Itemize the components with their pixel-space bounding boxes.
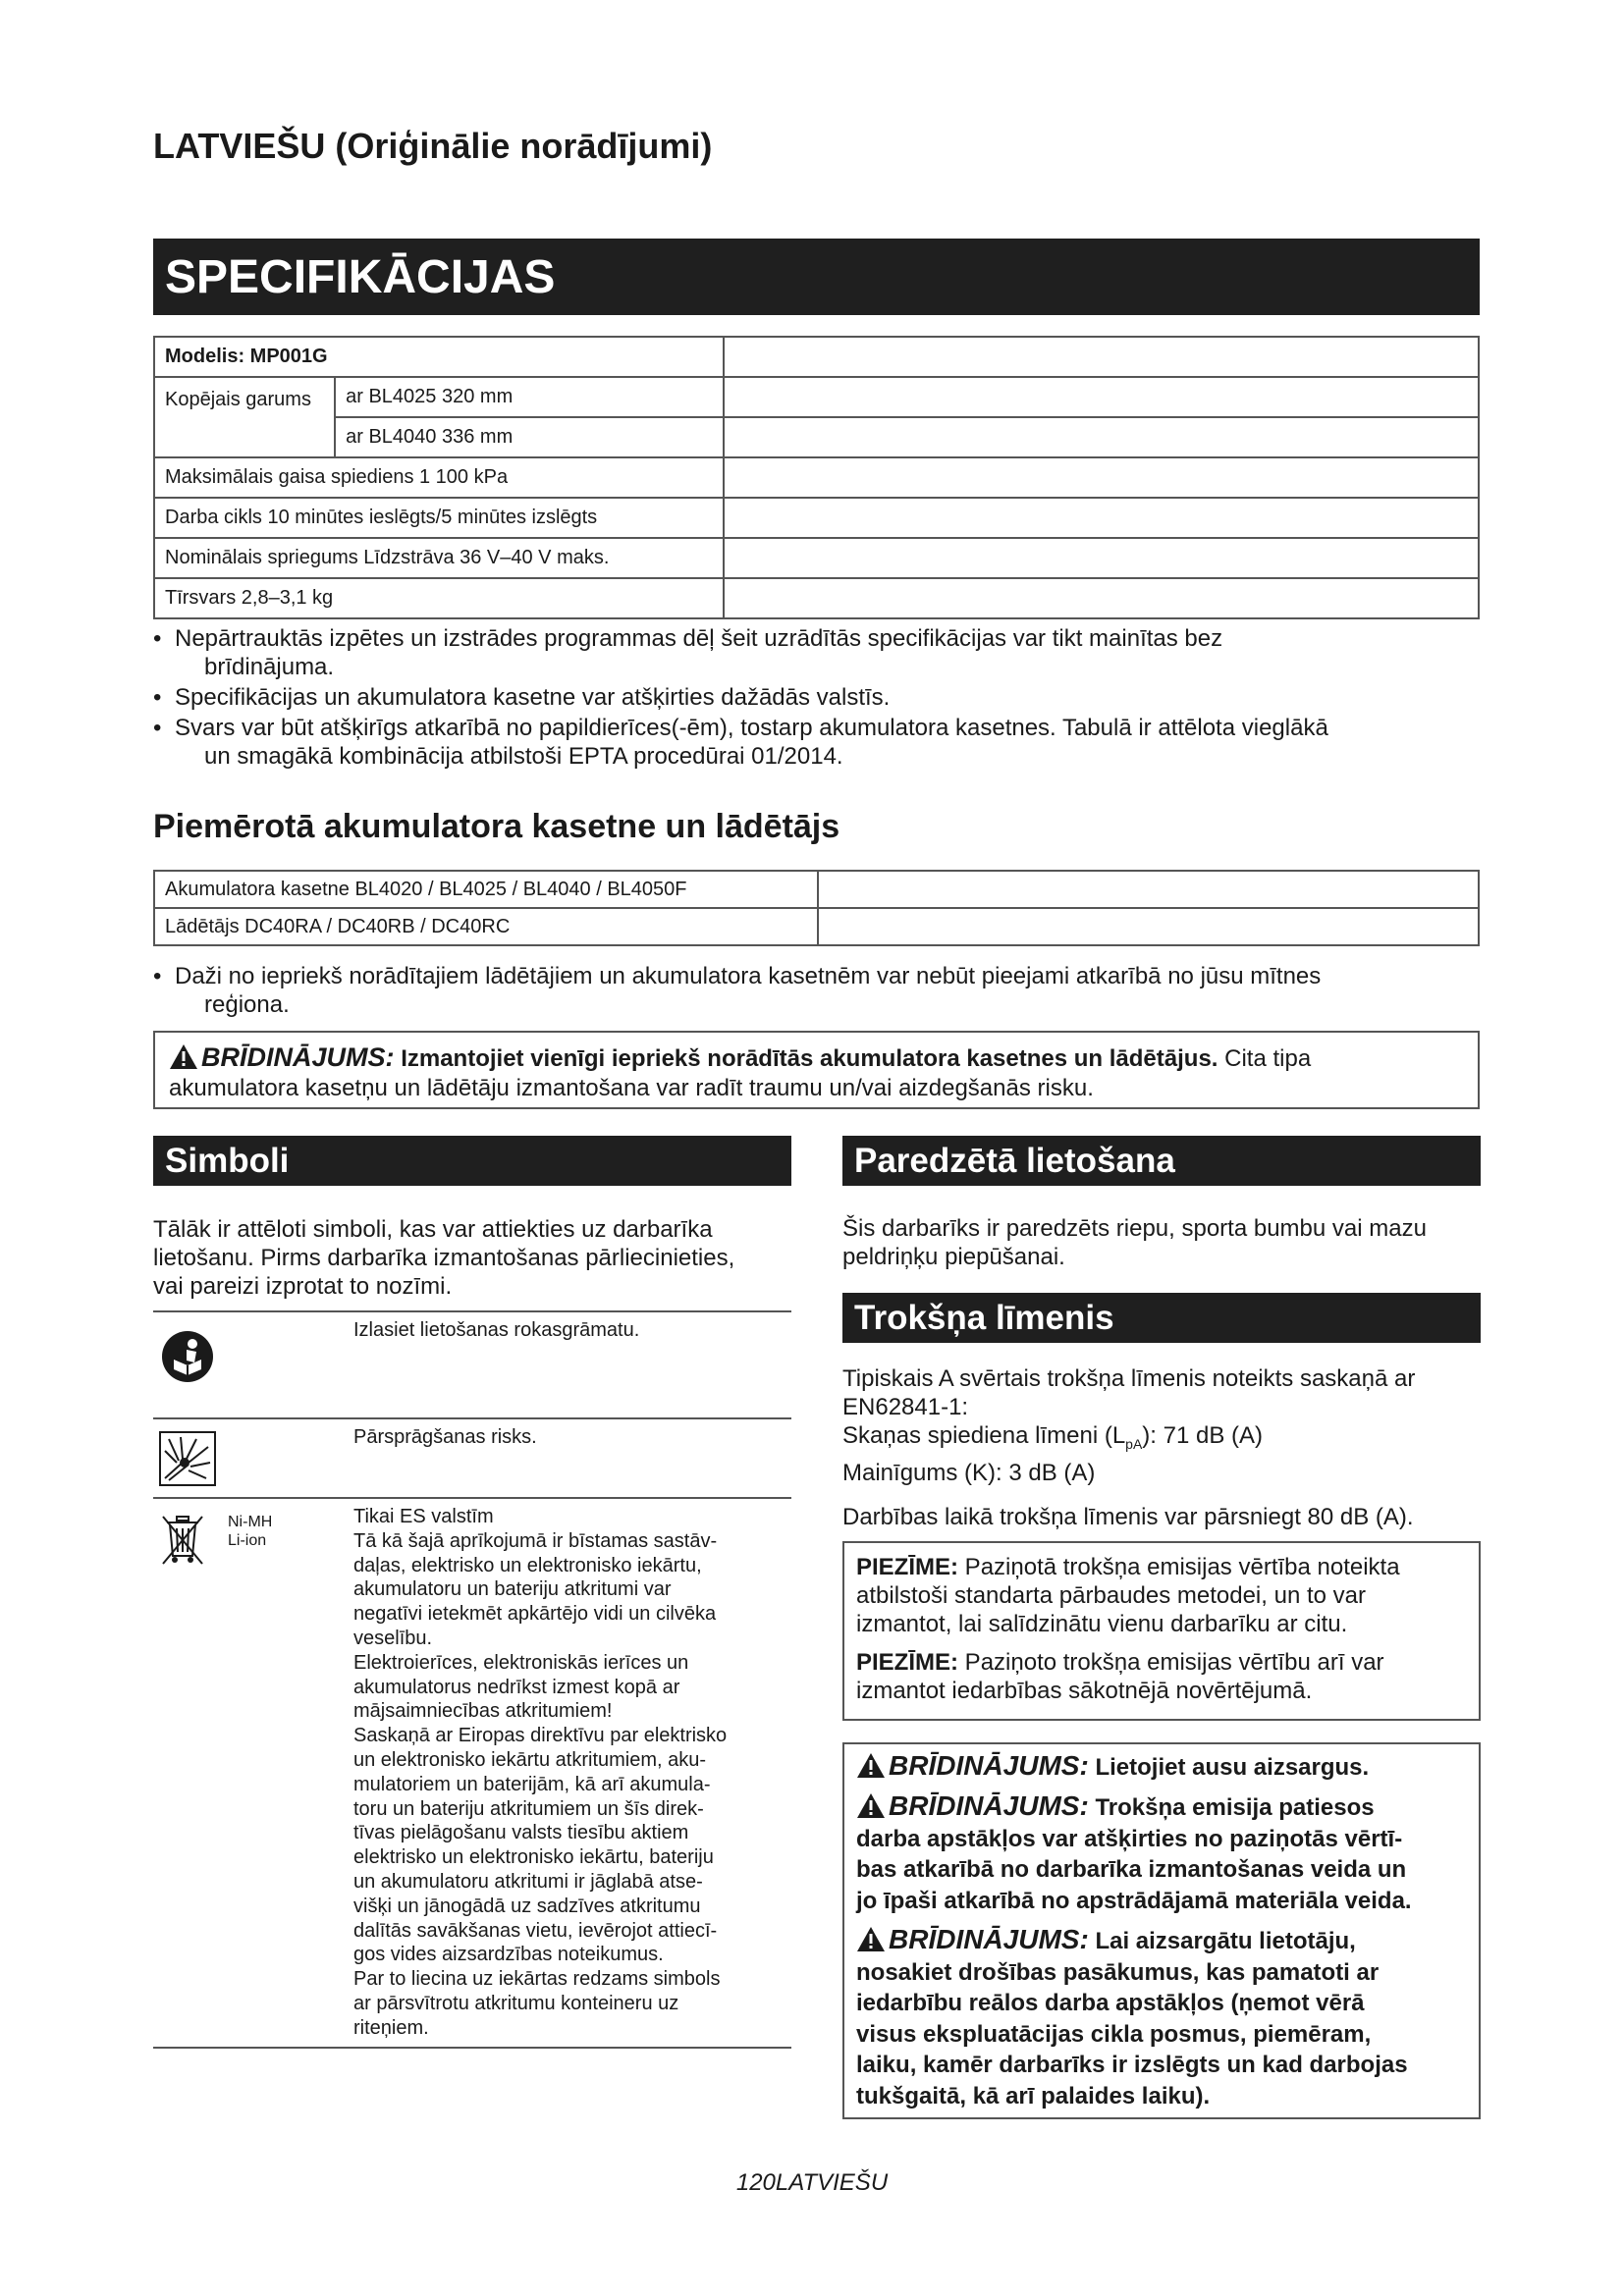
noise-exceed-text: Darbības laikā trokšņa līmenis var pārsniegt 80 dB (A). <box>842 1503 1414 1530</box>
symbol-text-line: dalītās savākšanas vietu, ievērojot attiecī- <box>353 1919 718 1942</box>
warning-triangle-icon <box>856 1752 886 1779</box>
empty-cell <box>818 908 1479 945</box>
right-column <box>842 1136 1486 2119</box>
crossed-bin-icon <box>161 1513 204 1570</box>
symbols-heading <box>153 1136 791 1186</box>
battery-type-label: Ni-MH <box>228 1514 273 1530</box>
note-line: brīdinājuma. <box>204 654 335 680</box>
specifications-heading <box>153 239 1480 315</box>
symbol-row <box>153 1498 791 2048</box>
note-label: PIEZĪME: <box>856 1648 959 1676</box>
total-length-label: Kopējais garums <box>154 377 335 457</box>
intended-use-heading-text: Paredzētā lietošana <box>854 1141 1175 1180</box>
noise-note <box>856 1648 1469 1705</box>
duty-cycle-row: Darba cikls 10 minūtes ieslēgts/5 minūtes izslēgts <box>154 498 724 538</box>
symbol-text-line: un akumulatoru atkritumi ir jāglabā atse- <box>353 1870 703 1893</box>
noise-heading <box>842 1293 1481 1343</box>
symbol-icon-cell <box>153 1498 346 2048</box>
warning-line: darba apstākļos var atšķirties no paziņotās vērtī- <box>856 1825 1403 1852</box>
note-line: Nepārtrauktās izpētes un izstrādes programmas dēļ šeit uzrādītās specifikācijas var tikt mainītas bez <box>175 625 1223 652</box>
symbol-text: Izlasiet lietošanas rokasgrāmatu. <box>353 1319 640 1341</box>
noise-warning <box>856 1750 1469 1784</box>
empty-cell <box>818 871 1479 908</box>
note-line: izmantot iedarbības sākotnējā novērtējumā. <box>856 1677 1313 1704</box>
empty-cell <box>724 498 1479 538</box>
warning-triangle-icon <box>169 1043 198 1070</box>
symbol-row <box>153 1418 791 1498</box>
symbol-text-line: Tā kā šajā aprīkojumā ir bīstamas sastāv- <box>353 1529 718 1552</box>
note-line: Specifikācijas un akumulatora kasetne var atšķirties dažādās valstīs. <box>175 684 891 711</box>
noise-measurements <box>842 1364 1486 1487</box>
spec-notes <box>153 624 1489 773</box>
symbol-text-line: ar pārsvītrotu atkritumu konteineru uz <box>353 1992 679 2014</box>
intro-line: lietošanu. Pirms darbarīka izmantošanas pārliecinieties, <box>153 1245 735 1271</box>
spec-note <box>153 624 1489 681</box>
symbol-text-line: višķi un jānogādā uz sadzīves atkritumu <box>353 1895 701 1917</box>
intro-line: Tālāk ir attēloti simboli, kas var attiekties uz darbarīka <box>153 1216 713 1243</box>
battery-notes <box>153 962 1489 1021</box>
battery-type-label: Li-ion <box>228 1532 267 1549</box>
noise-heading-text: Trokšņa līmenis <box>854 1298 1114 1337</box>
battery-table <box>153 870 1480 946</box>
intro-line: vai pareizi izprotat to nozīmi. <box>153 1273 453 1300</box>
symbol-text-line: akumulatoru un bateriju atkritumi var <box>353 1578 672 1601</box>
warning-label: BRĪDINĀJUMS: <box>889 1790 1089 1822</box>
max-pressure-row: Maksimālais gaisa spiediens 1 100 kPa <box>154 457 724 498</box>
empty-cell <box>724 538 1479 578</box>
symbol-text-line: Saskaņā ar Eiropas direktīvu par elektrisko <box>353 1725 728 1747</box>
model-cell: Modelis: MP001G <box>154 337 724 377</box>
symbol-text-cell <box>346 1311 791 1418</box>
symbol-icon-cell <box>153 1418 346 1498</box>
warning-line: nosakiet drošības pasākumus, kas pamatoti ar <box>856 1958 1380 1986</box>
warning-label: BRĪDINĀJUMS: <box>201 1042 395 1072</box>
battery-type-labels <box>228 1513 272 1550</box>
symbols-intro <box>153 1215 791 1301</box>
symbol-text-line: un elektronisko iekārtu atkritumiem, aku- <box>353 1748 707 1771</box>
battery-row: Akumulatora kasetne BL4020 / BL4025 / BL4040 / BL4050F <box>154 871 818 908</box>
symbol-text-line: mulatoriem un baterijām, kā arī akumula- <box>353 1773 711 1795</box>
symbol-text-line: Tikai ES valstīm <box>353 1506 494 1527</box>
specifications-heading-text: SPECIFIKĀCIJAS <box>165 250 556 303</box>
spl-label: Skaņas spiediena līmeni (L <box>842 1422 1126 1449</box>
intended-use-text <box>842 1214 1486 1271</box>
symbol-text-cell <box>346 1418 791 1498</box>
symbol-text-cell <box>346 1498 791 2048</box>
symbol-text-line: akumulatorus nedrīkst izmest kopā ar <box>353 1676 680 1698</box>
warning-line: laiku, kamēr darbarīks ir izslēgts un kad darbojas <box>856 2052 1408 2079</box>
note-line: izmantot, lai salīdzinātu vienu darbarīku ar citu. <box>856 1610 1348 1637</box>
warning-line: iedarbību reālos darba apstākļos (ņemot vērā <box>856 1990 1365 2017</box>
net-weight-row: Tīrsvars 2,8–3,1 kg <box>154 578 724 618</box>
note-label: PIEZĪME: <box>856 1553 959 1580</box>
warning-triangle-icon <box>856 1926 886 1952</box>
warning-line: Lietojiet ausu aizsargus. <box>1088 1753 1370 1781</box>
note-line: atbilstoši standarta pārbaudes metodei, un to var <box>856 1581 1366 1609</box>
warning-text: Cita tipa <box>1224 1045 1312 1072</box>
noise-line: Tipiskais A svērtais trokšņa līmenis noteikts saskaņā ar <box>842 1365 1416 1392</box>
warning-label: BRĪDINĀJUMS: <box>889 1749 1089 1781</box>
language-title: LATVIEŠU (Oriģinālie norādījumi) <box>153 126 713 166</box>
warning-triangle-icon <box>856 1792 886 1819</box>
note-line: Paziņoto trokšņa emisijas vērtību arī var <box>958 1648 1384 1676</box>
empty-cell <box>724 457 1479 498</box>
empty-cell <box>724 578 1479 618</box>
intended-use-heading <box>842 1136 1481 1186</box>
length-row-1: ar BL4025 320 mm <box>335 377 724 417</box>
specifications-table <box>153 336 1480 619</box>
spec-note <box>153 683 1489 712</box>
battery-note <box>153 962 1489 1019</box>
noise-warning <box>856 1790 1469 1916</box>
noise-line: EN62841-1: <box>842 1394 969 1420</box>
rated-voltage-row: Nominālais spriegums Līdzstrāva 36 V–40 V maks. <box>154 538 724 578</box>
symbol-text-line: toru un bateriju atkritumiem un šīs direk- <box>353 1797 704 1820</box>
warning-line: visus ekspluatācijas cikla posmus, piemēram, <box>856 2020 1372 2048</box>
empty-cell <box>724 377 1479 417</box>
battery-charger-heading: Piemērotā akumulatora kasetne un lādētājs <box>153 808 840 845</box>
uncertainty-line: Mainīgums (K): 3 dB (A) <box>842 1459 1096 1486</box>
warning-line: Trokšņa emisija patiesos <box>1088 1794 1375 1822</box>
note-line: Daži no iepriekš norādītajiem lādētājiem un akumulatora kasetnēm var nebūt pieejami atkarībā no jūsu mītnes <box>175 963 1322 989</box>
symbol-text-line: Par to liecina uz iekārtas redzams simbols <box>353 1968 721 1991</box>
battery-warning-box <box>153 1031 1480 1109</box>
spl-subscript: pA <box>1125 1435 1143 1452</box>
symbol-text-line: tīvas pielāgošanu valsts tiesību aktiem <box>353 1822 689 1844</box>
read-manual-icon <box>161 1330 214 1383</box>
spl-value: ): 71 dB (A) <box>1142 1422 1264 1449</box>
symbol-text-line: mājsaimniecības atkritumiem! <box>353 1700 613 1723</box>
intended-use-line: peldriņķu piepūšanai. <box>842 1244 1065 1270</box>
intended-use-line: Šis darbarīks ir paredzēts riepu, sporta bumbu vai mazu <box>842 1215 1427 1242</box>
note-line: reģiona. <box>204 991 290 1018</box>
symbols-table <box>153 1310 791 2049</box>
explosion-icon <box>159 1431 216 1486</box>
length-row-2: ar BL4040 336 mm <box>335 417 724 457</box>
symbol-text-line: gos vides aizsardzības noteikumus. <box>353 1944 664 1966</box>
charger-row: Lādētājs DC40RA / DC40RB / DC40RC <box>154 908 818 945</box>
spec-note <box>153 714 1489 771</box>
warning-text: akumulatora kasetņu un lādētāju izmantošana var radīt traumu un/vai aizdegšanās risku. <box>169 1075 1094 1101</box>
warning-line: tukšgaitā, kā arī palaides laiku). <box>856 2082 1211 2109</box>
noise-notes-box <box>842 1541 1481 1721</box>
symbol-text-line: riteņiem. <box>353 2016 429 2039</box>
noise-warnings-box <box>842 1742 1481 2120</box>
symbols-column <box>153 1136 791 2049</box>
page-number: 120LATVIEŠU <box>735 2169 889 2196</box>
symbol-text-line: Elektroierīces, elektroniskās ierīces un <box>353 1651 689 1674</box>
warning-line: Lai aizsargātu lietotāju, <box>1088 1928 1356 1955</box>
warning-line: bas atkarībā no darbarīka izmantošanas veida un <box>856 1856 1407 1884</box>
warning-line: jo īpaši atkarībā no apstrādājamā materiāla veida. <box>856 1887 1412 1914</box>
symbols-heading-text: Simboli <box>165 1141 290 1180</box>
noise-warning <box>856 1924 1469 2111</box>
note-line: un smagākā kombinācija atbilstoši EPTA procedūrai 01/2014. <box>204 743 843 770</box>
symbol-text-line: daļas, elektrisko un elektronisko iekārtu, <box>353 1554 702 1576</box>
symbol-text-line: veselību. <box>353 1627 433 1649</box>
symbol-text-line: elektrisko un elektronisko iekārtu, bateriju <box>353 1846 714 1869</box>
symbol-row <box>153 1311 791 1418</box>
warning-bold-text: Izmantojiet vienīgi iepriekš norādītās akumulatora kasetnes un lādētājus. <box>401 1045 1218 1072</box>
noise-note <box>856 1553 1469 1638</box>
empty-cell <box>724 337 1479 377</box>
note-line: Svars var būt atšķirīgs atkarībā no papildierīces(-ēm), tostarp akumulatora kasetnes. Tabulā ir attēlota vieglākā <box>175 715 1328 741</box>
empty-cell <box>724 417 1479 457</box>
symbol-text-line: negatīvi ietekmēt apkārtējo vidi un cilvēka <box>353 1603 717 1626</box>
symbol-icon-cell <box>153 1311 346 1418</box>
symbol-text: Pārsprāgšanas risks. <box>353 1426 537 1448</box>
warning-label: BRĪDINĀJUMS: <box>889 1924 1089 1955</box>
note-line: Paziņotā trokšņa emisijas vērtība noteikta <box>958 1553 1400 1580</box>
